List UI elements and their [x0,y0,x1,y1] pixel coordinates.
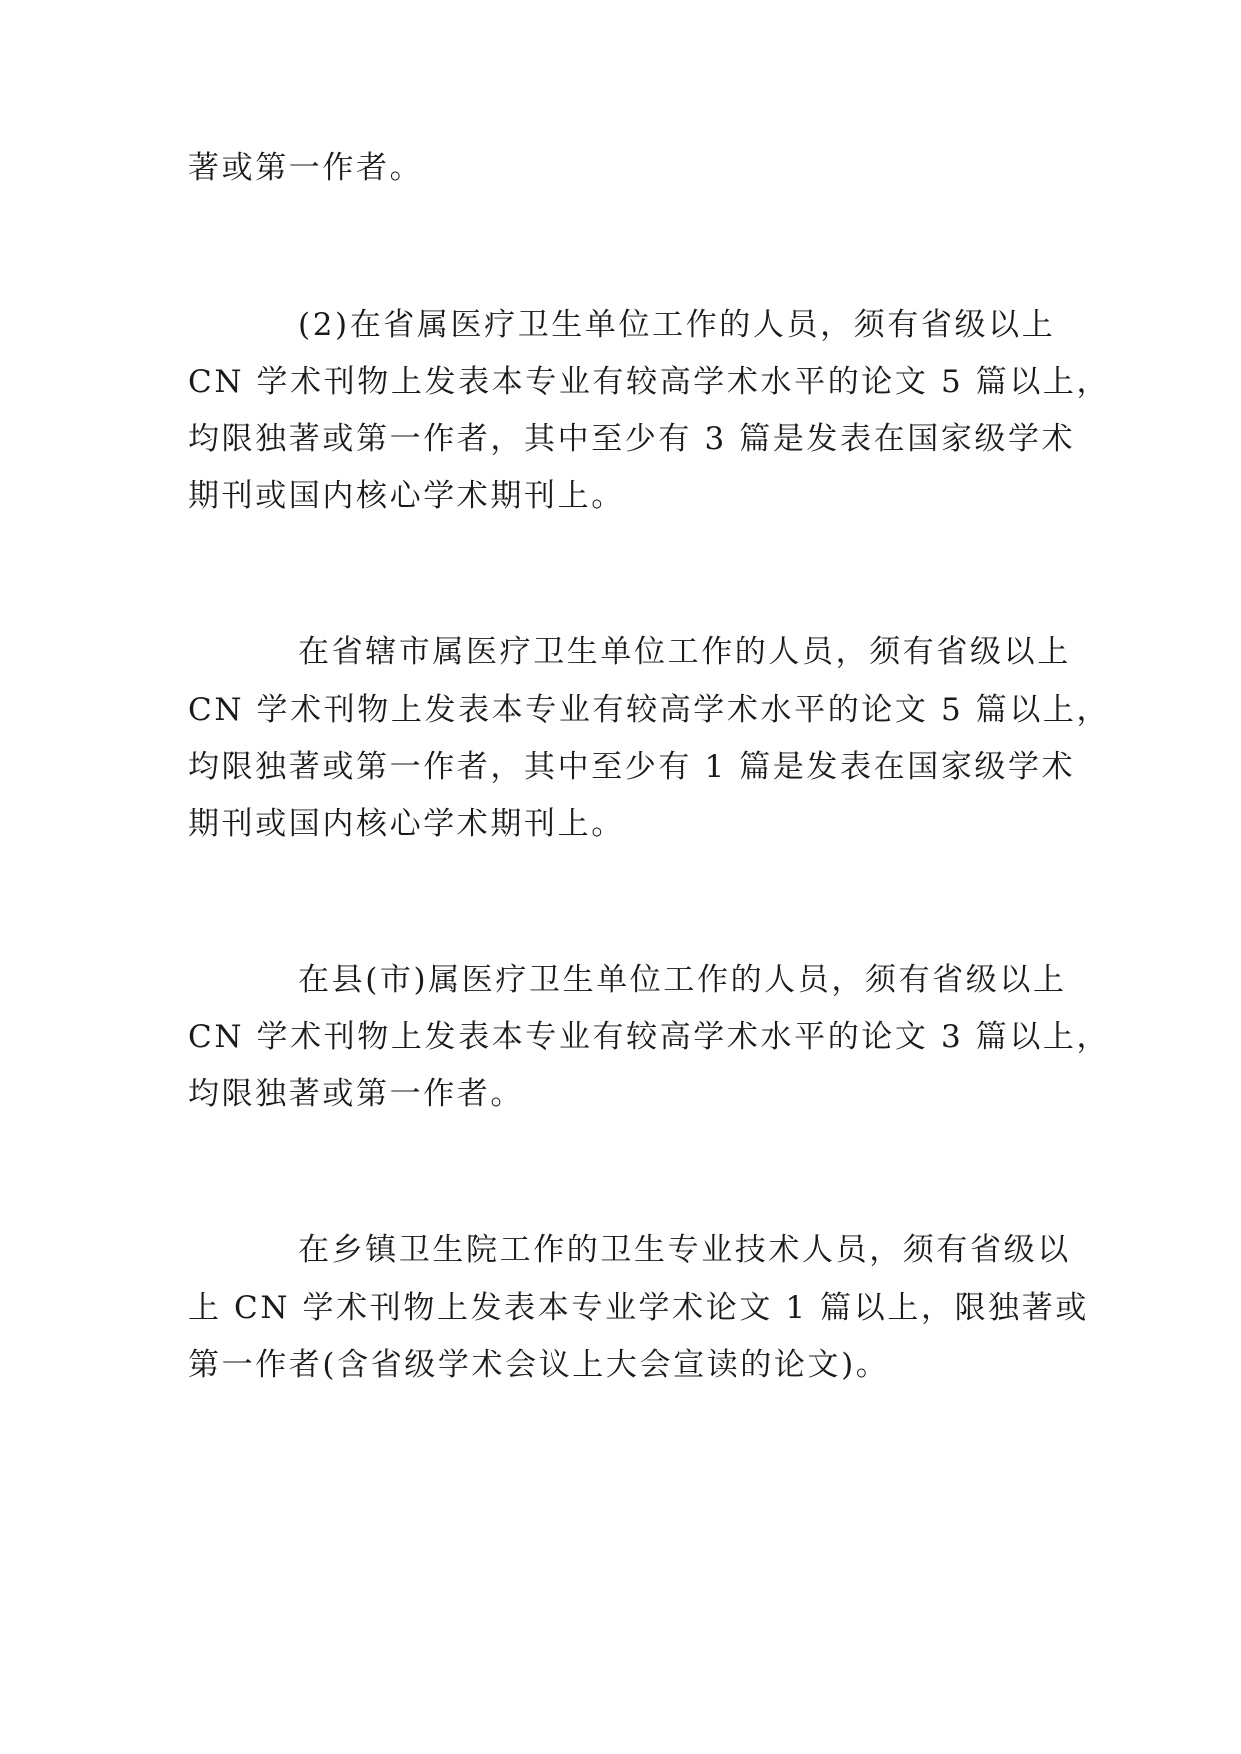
text-line: 在省辖市属医疗卫生单位工作的人员，须有省级以上 [298,634,1071,670]
text-line: 第一作者(含省级学术会议上大会宣读的论文)。 [188,1347,890,1383]
text-line: 期刊或国内核心学术期刊上。 [188,478,625,514]
text-line: 均限独著或第一作者。 [188,1076,524,1112]
text-line: CN 学术刊物上发表本专业有较高学术水平的论文 3 篇以上， [188,1019,1111,1055]
text-line: 著或第一作者。 [188,150,424,186]
text-line: CN 学术刊物上发表本专业有较高学术水平的论文 5 篇以上， [188,692,1111,728]
text-line: 均限独著或第一作者，其中至少有 3 篇是发表在国家级学术 [188,421,1076,457]
text-line: (2)在省属医疗卫生单位工作的人员，须有省级以上 [298,307,1056,343]
text-line: 均限独著或第一作者，其中至少有 1 篇是发表在国家级学术 [188,749,1076,785]
text-line: 在乡镇卫生院工作的卫生专业技术人员，须有省级以 [298,1232,1071,1268]
text-line: 上 CN 学术刊物上发表本专业学术论文 1 篇以上，限独著或 [188,1290,1089,1326]
text-line: CN 学术刊物上发表本专业有较高学术水平的论文 5 篇以上， [188,364,1111,400]
text-line: 在县(市)属医疗卫生单位工作的人员，须有省级以上 [298,962,1067,998]
text-line: 期刊或国内核心学术期刊上。 [188,806,625,842]
